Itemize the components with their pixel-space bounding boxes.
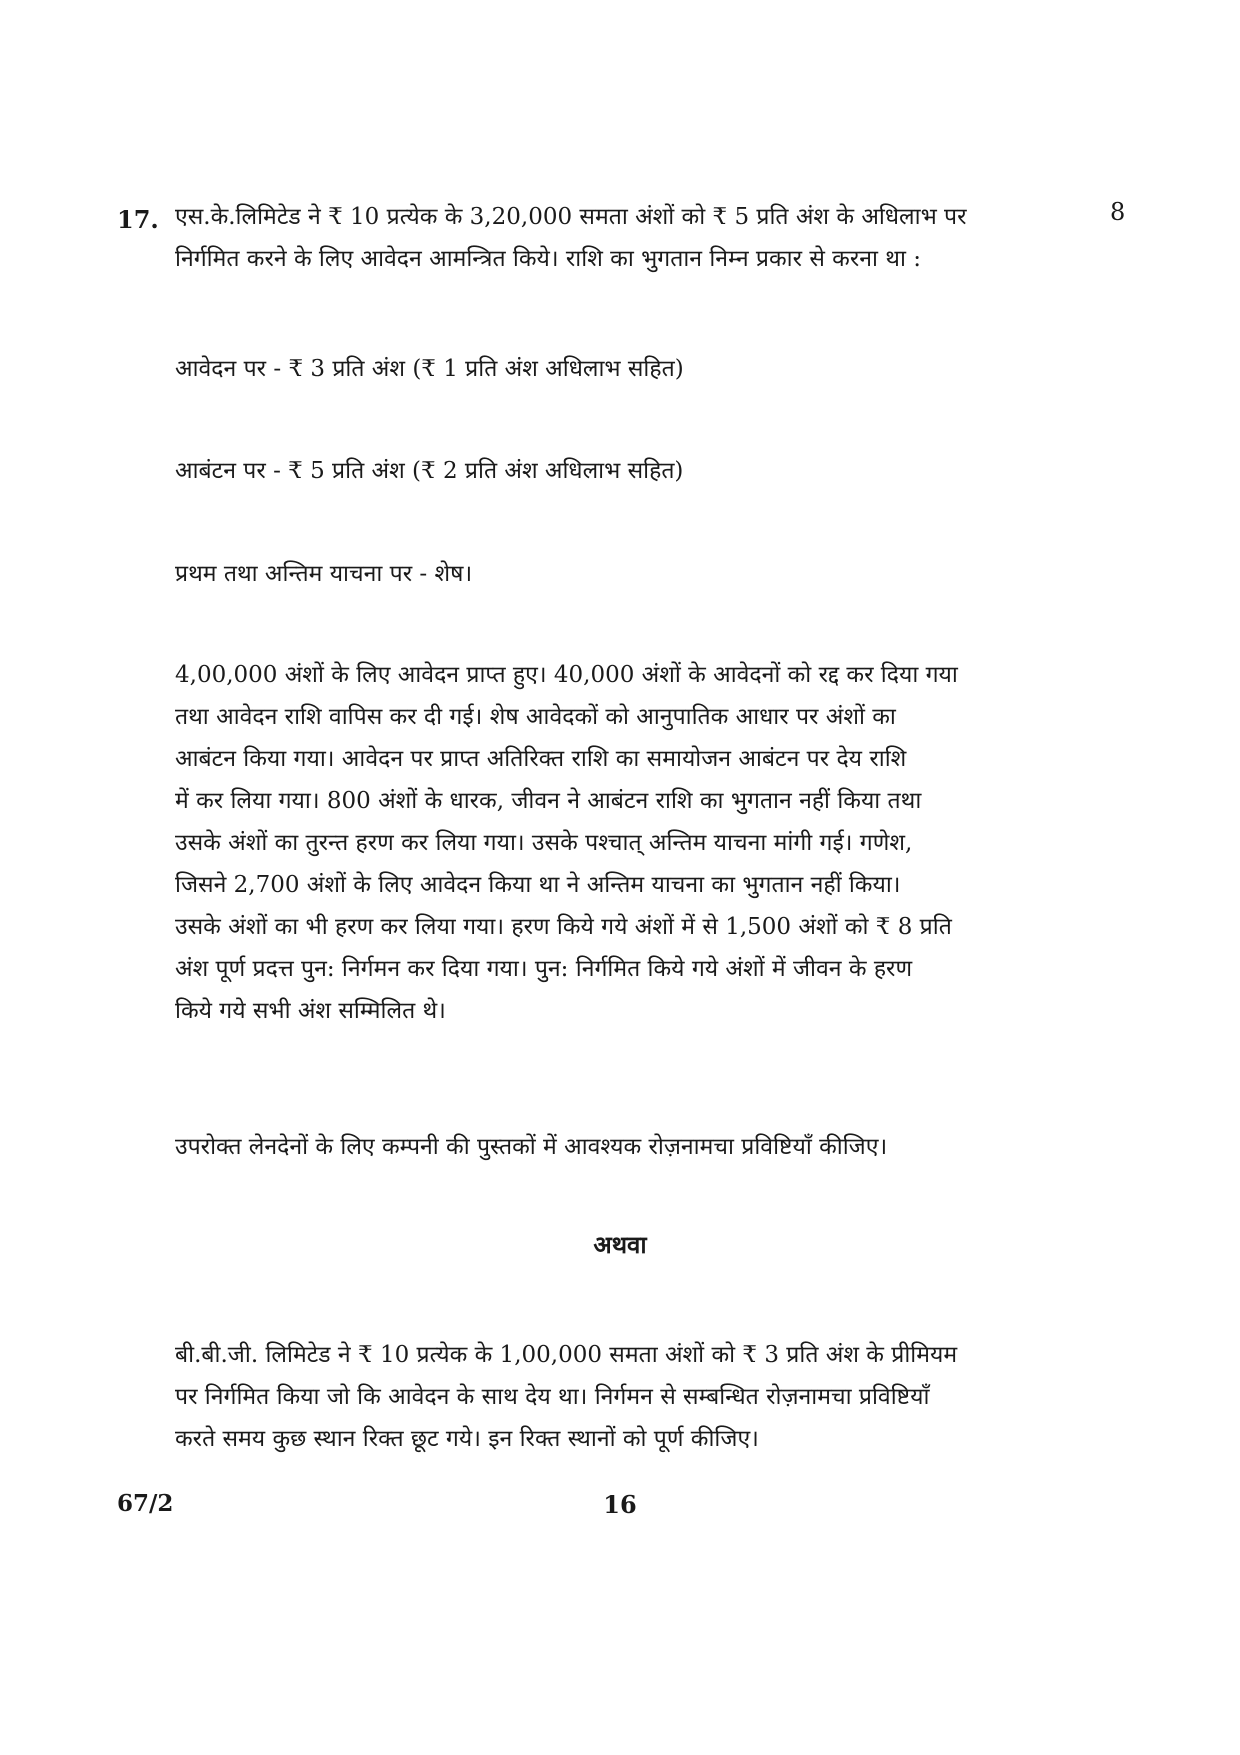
alternative-line: पर निर्गमित किया जो कि आवेदन के साथ देय था। निर्गमन से सम्बन्धित रोज़नामचा प्रविष्टियाँ	[175, 1384, 930, 1410]
intro-line: एस.के.लिमिटेड ने ₹ 10 प्रत्येक के 3,20,000 समता अंशों को ₹ 5 प्रति अंश के अधिलाभ पर	[175, 204, 967, 230]
details-line: उसके अंशों का तुरन्त हरण कर लिया गया। उसके पश्चात् अन्तिम याचना मांगी गई। गणेश,	[175, 830, 913, 856]
details-line: तथा आवेदन राशि वापिस कर दी गई। शेष आवेदकों को आनुपातिक आधार पर अंशों का	[175, 704, 896, 730]
question-instruction: उपरोक्त लेनदेनों के लिए कम्पनी की पुस्तकों में आवश्यक रोज़नामचा प्रविष्टियाँ कीजिए।	[175, 1134, 888, 1160]
payment-on-allotment: आबंटन पर - ₹ 5 प्रति अंश (₹ 2 प्रति अंश अधिलाभ सहित)	[175, 458, 684, 484]
details-line: 4,00,000 अंशों के लिए आवेदन प्राप्त हुए। 40,000 अंशों के आवेदनों को रद्द कर दिया गया	[175, 662, 958, 688]
details-line: में कर लिया गया। 800 अंशों के धारक, जीवन ने आबंटन राशि का भुगतान नहीं किया तथा	[175, 788, 922, 814]
paper-code: 67/2	[117, 1490, 174, 1517]
details-line: उसके अंशों का भी हरण कर लिया गया। हरण किये गये अंशों में से 1,500 अंशों को ₹ 8 प्रति	[175, 914, 952, 940]
alternative-line: बी.बी.जी. लिमिटेड ने ₹ 10 प्रत्येक के 1,00,000 समता अंशों को ₹ 3 प्रति अंश के प्रीमियम	[175, 1342, 958, 1368]
intro-line: निर्गमित करने के लिए आवेदन आमन्त्रित किये। राशि का भुगतान निम्न प्रकार से करना था :	[175, 246, 922, 272]
question-number: 17.	[117, 205, 159, 234]
page-number: 16	[603, 1490, 637, 1519]
details-line: अंश पूर्ण प्रदत्त पुन: निर्गमन कर दिया गया। पुन: निर्गमित किये गये अंशों में जीवन के हरण	[175, 956, 913, 982]
question-marks: 8	[1110, 198, 1126, 226]
payment-on-calls: प्रथम तथा अन्तिम याचना पर - शेष।	[175, 561, 473, 587]
question-intro	[175, 196, 1075, 280]
payment-on-application: आवेदन पर - ₹ 3 प्रति अंश (₹ 1 प्रति अंश अधिलाभ सहित)	[175, 356, 684, 382]
details-line: आबंटन किया गया। आवेदन पर प्राप्त अतिरिक्त राशि का समायोजन आबंटन पर देय राशि	[175, 746, 907, 772]
details-line: जिसने 2,700 अंशों के लिए आवेदन किया था ने अन्तिम याचना का भुगतान नहीं किया।	[175, 872, 901, 898]
details-line: किये गये सभी अंश सम्मिलित थे।	[175, 998, 446, 1024]
alternative-question	[175, 1334, 1075, 1460]
or-divider: अथवा	[593, 1230, 647, 1259]
question-details	[175, 654, 1075, 1032]
alternative-line: करते समय कुछ स्थान रिक्त छूट गये। इन रिक्त स्थानों को पूर्ण कीजिए।	[175, 1426, 759, 1452]
